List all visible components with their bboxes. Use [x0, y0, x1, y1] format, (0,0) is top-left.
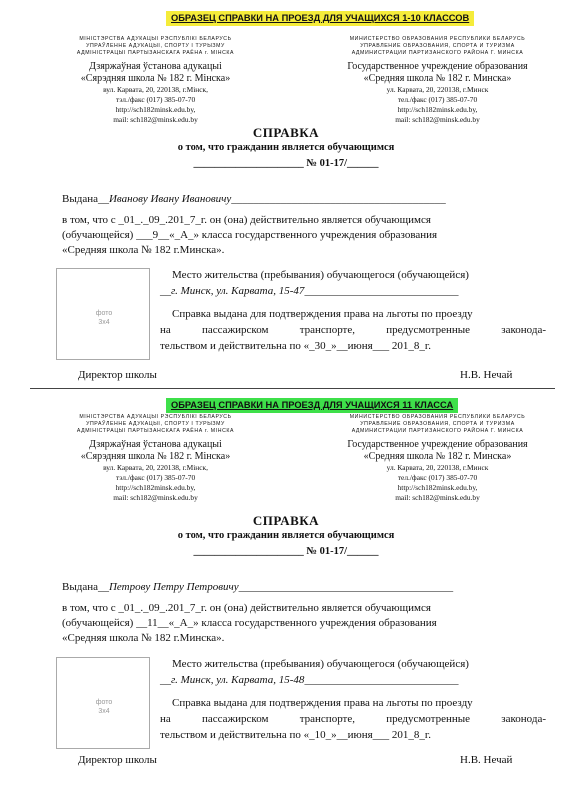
- residence-suffix: ____________________________: [304, 674, 459, 686]
- residence-prefix: __: [160, 674, 171, 686]
- russian-letterhead: [330, 36, 545, 125]
- enrollment-date-line: в том, что с _01_._09_.201_7_г. он (она) действительно является обучающимся: [62, 214, 431, 226]
- document-subtitle: о том, что гражданин является обучающимся: [177, 530, 395, 541]
- residence-suffix: ____________________________: [304, 285, 459, 297]
- photo-label: фото: [95, 310, 113, 317]
- department-line: УПРАЎЛЕННЕ АДУКАЦЫІ, СПОРТУ І ТУРЫЗМУ: [86, 43, 225, 49]
- school-line: «Средняя школа № 182 г.Минска».: [62, 244, 225, 256]
- residence-line: [160, 284, 458, 298]
- validity-line: тельством и действительна по «_10_»__июня___ 201_8_г.: [160, 729, 431, 741]
- school-name: «Средняя школа № 182 г. Минска»: [363, 451, 512, 462]
- administration-line: АДМІНІСТРАЦЫІ ПАРТЫЗАНСКАГА РАЁНА г. МІНСКА: [76, 428, 235, 434]
- issued-to-line: [62, 192, 446, 206]
- org-type: Государственное учреждение образования: [347, 61, 528, 72]
- issued-to-line: [62, 580, 453, 594]
- org-type: Государственное учреждение образования: [347, 439, 528, 450]
- residence-label: Место жительства (пребывания) обучающегося (обучающейся): [172, 269, 469, 281]
- enrollment-date-line: в том, что с _01_._09_.201_7_г. он (она) действительно является обучающимся: [62, 602, 431, 614]
- photo-size: 3x4: [98, 708, 110, 715]
- school-address: ул. Карвата, 20, 220138, г.Минск: [386, 85, 489, 94]
- school-address: ул. Карвата, 20, 220138, г.Минск: [386, 463, 489, 472]
- school-phone: тел./факс (017) 385-07-70: [397, 95, 478, 104]
- school-website: http://sch182minsk.edu.by,: [397, 105, 478, 114]
- purpose-line-1: Справка выдана для подтверждения права на льготы по проезду: [172, 308, 473, 320]
- sample-banner: ОБРАЗЕЦ СПРАВКИ НА ПРОЕЗД ДЛЯ УЧАЩИХСЯ 1-10 КЛАССОВ: [166, 11, 474, 26]
- school-address: вул. Карвата, 20, 220138, г.Мінск,: [103, 463, 208, 472]
- department-line: УПРАВЛЕНИЕ ОБРАЗОВАНИЯ, СПОРТА И ТУРИЗМА: [360, 43, 515, 49]
- student-name: Петрову Петру Петровичу: [108, 581, 239, 593]
- ministry-line: МІНІСТЭРСТВА АДУКАЦЫІ РЭСПУБЛІКІ БЕЛАРУСЬ: [79, 36, 232, 42]
- school-email: mail: sch182@minsk.edu.by: [113, 115, 198, 124]
- document-title: СПРАВКА: [252, 125, 320, 140]
- school-website: http://sch182minsk.edu.by,: [397, 483, 478, 492]
- school-name: «Сярэдняя школа № 182 г. Мінска»: [80, 451, 231, 462]
- grade-line: (обучающейся) __11__«_А_» класса государственного учреждения образования: [62, 617, 437, 629]
- residence-address: г. Минск, ул. Карвата, 15-47: [171, 285, 305, 297]
- school-line: «Средняя школа № 182 г.Минска».: [62, 632, 225, 644]
- school-website: http://sch182minsk.edu.by,: [115, 483, 196, 492]
- student-name: Иванову Ивану Ивановичу: [108, 193, 232, 205]
- school-name: «Сярэдняя школа № 182 г. Мінска»: [80, 73, 231, 84]
- school-website: http://sch182minsk.edu.by,: [115, 105, 196, 114]
- residence-prefix: __: [160, 285, 171, 297]
- administration-line: АДМИНИСТРАЦИИ ПАРТИЗАНСКОГО РАЙОНА Г. МИНСКА: [351, 428, 524, 434]
- issued-suffix: _______________________________________: [238, 581, 454, 593]
- residence-line: [160, 673, 458, 687]
- administration-line: АДМИНИСТРАЦИИ ПАРТИЗАНСКОГО РАЙОНА Г. МИНСКА: [351, 50, 524, 56]
- signature-name: Н.В. Нечай: [460, 369, 513, 381]
- school-phone: тэл./факс (017) 385-07-70: [115, 473, 196, 482]
- school-email: mail: sch182@minsk.edu.by: [395, 493, 480, 502]
- grade-line: (обучающейся) ___9__«_А_» класса государственного учреждения образования: [62, 229, 438, 241]
- signature-name: Н.В. Нечай: [460, 754, 513, 766]
- document-subtitle: о том, что гражданин является обучающимся: [177, 142, 395, 153]
- ministry-line: МІНІСТЭРСТВА АДУКАЦЫІ РЭСПУБЛІКІ БЕЛАРУСЬ: [79, 414, 232, 420]
- department-line: УПРАЎЛЕННЕ АДУКАЦЫІ, СПОРТУ І ТУРЫЗМУ: [86, 421, 225, 427]
- belarusian-letterhead: [48, 36, 263, 125]
- belarusian-letterhead: [48, 414, 263, 503]
- purpose-line-2: на пассажирском транспорте, предусмотренные законода-: [160, 713, 546, 725]
- residence-label: Место жительства (пребывания) обучающегося (обучающейся): [172, 658, 469, 670]
- signature-title: Директор школы: [78, 754, 157, 766]
- school-address: вул. Карвата, 20, 220138, г.Мінск,: [103, 85, 208, 94]
- school-email: mail: sch182@minsk.edu.by: [113, 493, 198, 502]
- document-title: СПРАВКА: [252, 513, 320, 528]
- validity-line: тельством и действительна по «_30_»__июня___ 201_8_г.: [160, 340, 431, 352]
- org-type: Дзяржаўная ўстанова адукацыі: [89, 61, 222, 72]
- school-phone: тел./факс (017) 385-07-70: [397, 473, 478, 482]
- photo-label: фото: [95, 699, 113, 706]
- document-number: _____________________ № 01-17/______: [193, 546, 379, 557]
- issued-suffix: _______________________________________: [231, 193, 446, 205]
- org-type: Дзяржаўная ўстанова адукацыі: [89, 439, 222, 450]
- ministry-line: МИНИСТЕРСТВО ОБРАЗОВАНИЯ РЕСПУБЛИКИ БЕЛАРУСЬ: [349, 36, 526, 42]
- ministry-line: МИНИСТЕРСТВО ОБРАЗОВАНИЯ РЕСПУБЛИКИ БЕЛАРУСЬ: [349, 414, 526, 420]
- purpose-line-2: на пассажирском транспорте, предусмотренные законода-: [160, 324, 546, 336]
- sample-banner: ОБРАЗЕЦ СПРАВКИ НА ПРОЕЗД ДЛЯ УЧАЩИХСЯ 11 КЛАССА: [166, 398, 458, 413]
- administration-line: АДМІНІСТРАЦЫІ ПАРТЫЗАНСКАГА РАЁНА г. МІНСКА: [76, 50, 235, 56]
- signature-title: Директор школы: [78, 369, 157, 381]
- school-email: mail: sch182@minsk.edu.by: [395, 115, 480, 124]
- issued-prefix: Выдана__: [62, 581, 109, 593]
- school-name: «Средняя школа № 182 г. Минска»: [363, 73, 512, 84]
- photo-placeholder: [56, 657, 150, 749]
- school-phone: тэл./факс (017) 385-07-70: [115, 95, 196, 104]
- section-divider: [30, 388, 555, 389]
- photo-placeholder: [56, 268, 150, 360]
- document-number: _____________________ № 01-17/______: [193, 158, 379, 169]
- department-line: УПРАВЛЕНИЕ ОБРАЗОВАНИЯ, СПОРТА И ТУРИЗМА: [360, 421, 515, 427]
- russian-letterhead: [330, 414, 545, 503]
- purpose-line-1: Справка выдана для подтверждения права на льготы по проезду: [172, 697, 473, 709]
- residence-address: г. Минск, ул. Карвата, 15-48: [171, 674, 305, 686]
- issued-prefix: Выдана__: [62, 193, 109, 205]
- photo-size: 3x4: [98, 319, 110, 326]
